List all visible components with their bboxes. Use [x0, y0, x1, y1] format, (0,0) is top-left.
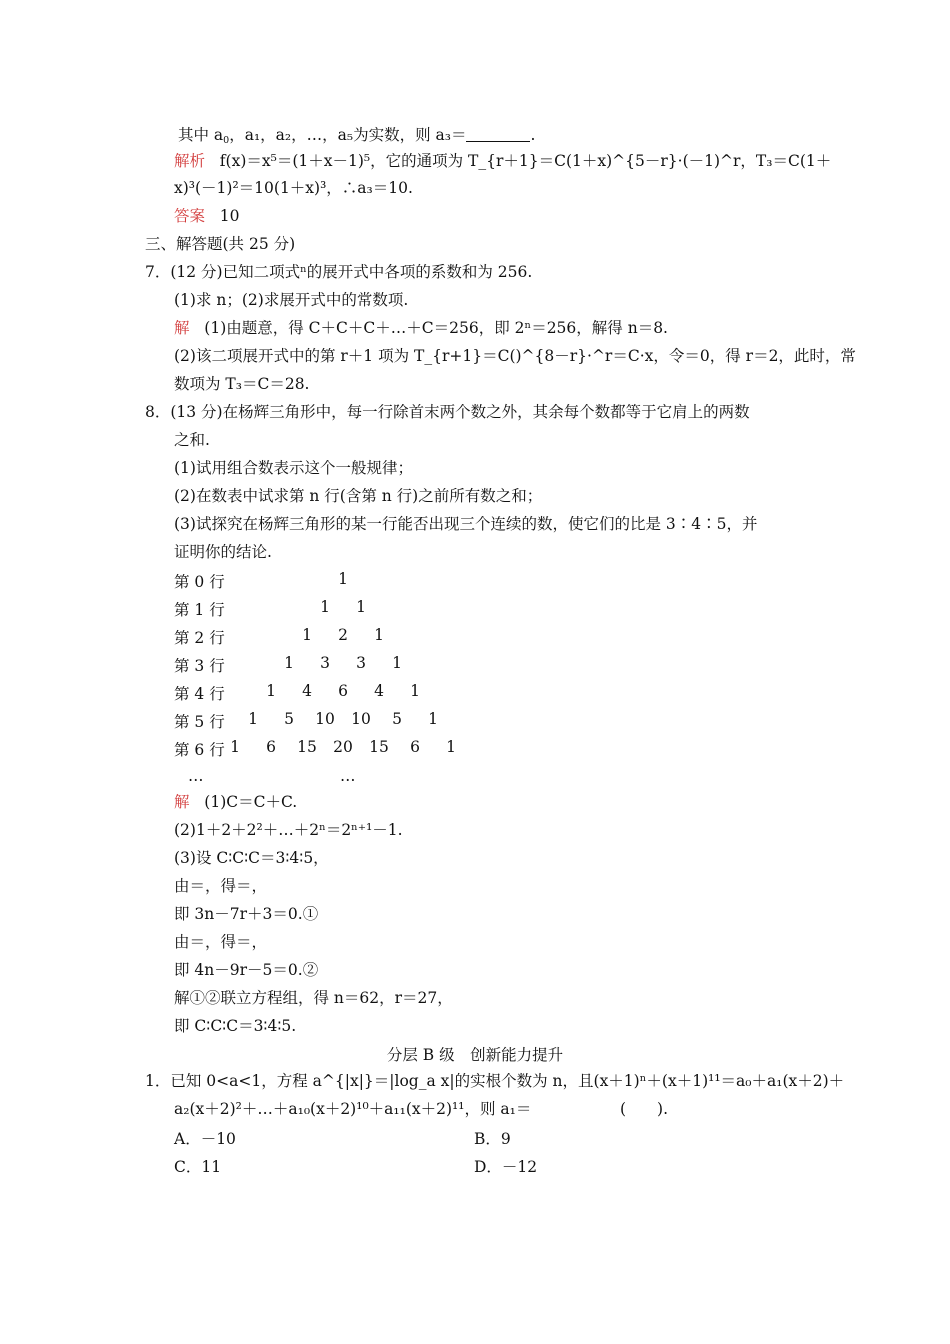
- qb1-answer-paren: ( ).: [620, 1100, 669, 1118]
- triangle-number: 1: [320, 598, 330, 616]
- q8-solution-label: 解: [174, 793, 190, 811]
- option-c: C．11: [174, 1158, 222, 1176]
- top-line-1: [178, 125, 535, 151]
- triangle-number: 1: [284, 654, 294, 672]
- q8-part-3a: (3)试探究在杨辉三角形的某一行能否出现三个连续的数，使它们的比是 3∶4∶5，并: [174, 515, 758, 533]
- triangle-number: 1: [302, 626, 312, 644]
- triangle-number: 4: [302, 682, 312, 700]
- triangle-number: 1: [338, 570, 348, 588]
- q8-step-8: 解①②联立方程组，得 n＝62，r＝27，: [174, 989, 453, 1007]
- option-a: A．－10: [174, 1130, 236, 1148]
- triangle-number: 1: [266, 682, 276, 700]
- triangle-number: 6: [410, 738, 420, 756]
- triangle-number: 1: [356, 598, 366, 616]
- answer-line: [174, 206, 240, 226]
- triangle-number: 15: [297, 738, 317, 756]
- triangle-number: 1: [248, 710, 258, 728]
- jiexi-line-1: [174, 151, 831, 171]
- q8-part-1: (1)试用组合数表示这个一般规律；: [174, 459, 413, 477]
- triangle-number: 1: [230, 738, 240, 756]
- triangle-number: 1: [410, 682, 420, 700]
- q8-solution-2: (2)1＋2＋2²＋…＋2ⁿ＝2ⁿ⁺¹－1.: [174, 821, 403, 839]
- answer-blank: [466, 127, 530, 142]
- triangle-number: 5: [392, 710, 402, 728]
- q7-solution-1-text: (1)由题意，得 C＋C＋C＋…＋C＝256，即 2ⁿ＝256，解得 n＝8.: [204, 319, 668, 337]
- triangle-ellipsis-right: …: [340, 767, 356, 785]
- triangle-number: 1: [392, 654, 402, 672]
- q8-step-4: 由＝，得＝，: [174, 877, 268, 895]
- triangle-row-label: 第 4 行: [174, 685, 225, 703]
- q8-part-3b: 证明你的结论.: [174, 543, 272, 561]
- top-line-1-end: .: [530, 126, 536, 144]
- triangle-row-label: 第 5 行: [174, 713, 225, 731]
- triangle-number: 15: [369, 738, 389, 756]
- triangle-row-label: 第 3 行: [174, 657, 225, 675]
- jiexi-text-1: f(x)＝x⁵＝(1＋x－1)⁵，它的通项为 T_{r＋1}＝C(1＋x)^{5－r}·(－1)^r，T₃＝C(1＋: [219, 152, 832, 170]
- triangle-number: 2: [338, 626, 348, 644]
- q7-stem: 7．(12 分)已知二项式ⁿ的展开式中各项的系数和为 256.: [145, 263, 533, 281]
- triangle-row-label: 第 1 行: [174, 601, 225, 619]
- triangle-row-label: 第 0 行: [174, 573, 225, 591]
- answer-value: 10: [219, 207, 240, 225]
- section-title: 三、解答题(共 25 分): [145, 235, 296, 253]
- subscript-zero: 0: [223, 135, 230, 146]
- triangle-number: 20: [333, 738, 353, 756]
- q8-solution-1-text: (1)C＝C＋C.: [204, 793, 298, 811]
- jiexi-line-2: x)³(－1)²＝10(1＋x)³，∴a₃＝10.: [174, 179, 413, 197]
- q8-step-9: 即 C∶C∶C＝3∶4∶5.: [174, 1017, 297, 1035]
- q8-step-6: 由＝，得＝，: [174, 933, 268, 951]
- triangle-number: 3: [356, 654, 366, 672]
- triangle-number: 6: [338, 682, 348, 700]
- qb1-line-2: a₂(x＋2)²＋…＋a₁₀(x＋2)¹⁰＋a₁₁(x＋2)¹¹，则 a₁＝: [174, 1100, 532, 1118]
- jiexi-label: 解析: [174, 152, 206, 170]
- triangle-ellipsis-left: …: [188, 767, 204, 785]
- triangle-number: 4: [374, 682, 384, 700]
- q7-solution-1: [174, 318, 668, 338]
- option-b: B．9: [474, 1130, 511, 1148]
- triangle-number: 10: [351, 710, 371, 728]
- qb1-line-1: 1．已知 0<a<1，方程 a^{|x|}＝|log_a x|的实根个数为 n，且(x＋1)ⁿ＋(x＋1)¹¹＝a₀＋a₁(x＋2)＋: [145, 1072, 845, 1090]
- answer-label: 答案: [174, 207, 206, 225]
- q8-stem-1: 8．(13 分)在杨辉三角形中，每一行除首末两个数之外，其余每个数都等于它肩上的两数: [145, 403, 750, 421]
- triangle-number: 6: [266, 738, 276, 756]
- q8-step-7: 即 4n－9r－5＝0.②: [174, 961, 319, 979]
- triangle-number: 10: [315, 710, 335, 728]
- q7-solution-2a: (2)该二项展开式中的第 r＋1 项为 T_{r+1}＝C()^{8－r}·^r＝C·x，令＝0，得 r＝2，此时，常: [174, 347, 856, 365]
- q8-solution-3: (3)设 C∶C∶C＝3∶4∶5，: [174, 849, 329, 867]
- q8-step-5: 即 3n－7r＋3＝0.①: [174, 905, 319, 923]
- q7-solution-label: 解: [174, 319, 190, 337]
- triangle-number: 1: [428, 710, 438, 728]
- q7-solution-2b: 数项为 T₃＝C＝28.: [174, 375, 310, 393]
- top-line-1-text: 其中 a: [178, 126, 224, 144]
- q8-part-2: (2)在数表中试求第 n 行(含第 n 行)之前所有数之和；: [174, 487, 543, 505]
- triangle-number: 1: [374, 626, 384, 644]
- triangle-number: 3: [320, 654, 330, 672]
- top-line-1-rest: ，a₁，a₂，…，a₅为实数，则 a₃＝: [229, 126, 467, 144]
- option-d: D．－12: [474, 1158, 538, 1176]
- level-b-heading: 分层 B 级 创新能力提升: [386, 1046, 564, 1064]
- triangle-number: 5: [284, 710, 294, 728]
- q8-stem-2: 之和.: [174, 431, 210, 449]
- triangle-row-label: 第 6 行: [174, 741, 225, 759]
- q8-solution-1: [174, 792, 297, 812]
- q7-subquestions: (1)求 n；(2)求展开式中的常数项.: [174, 291, 409, 309]
- triangle-row-label: 第 2 行: [174, 629, 225, 647]
- triangle-number: 1: [446, 738, 456, 756]
